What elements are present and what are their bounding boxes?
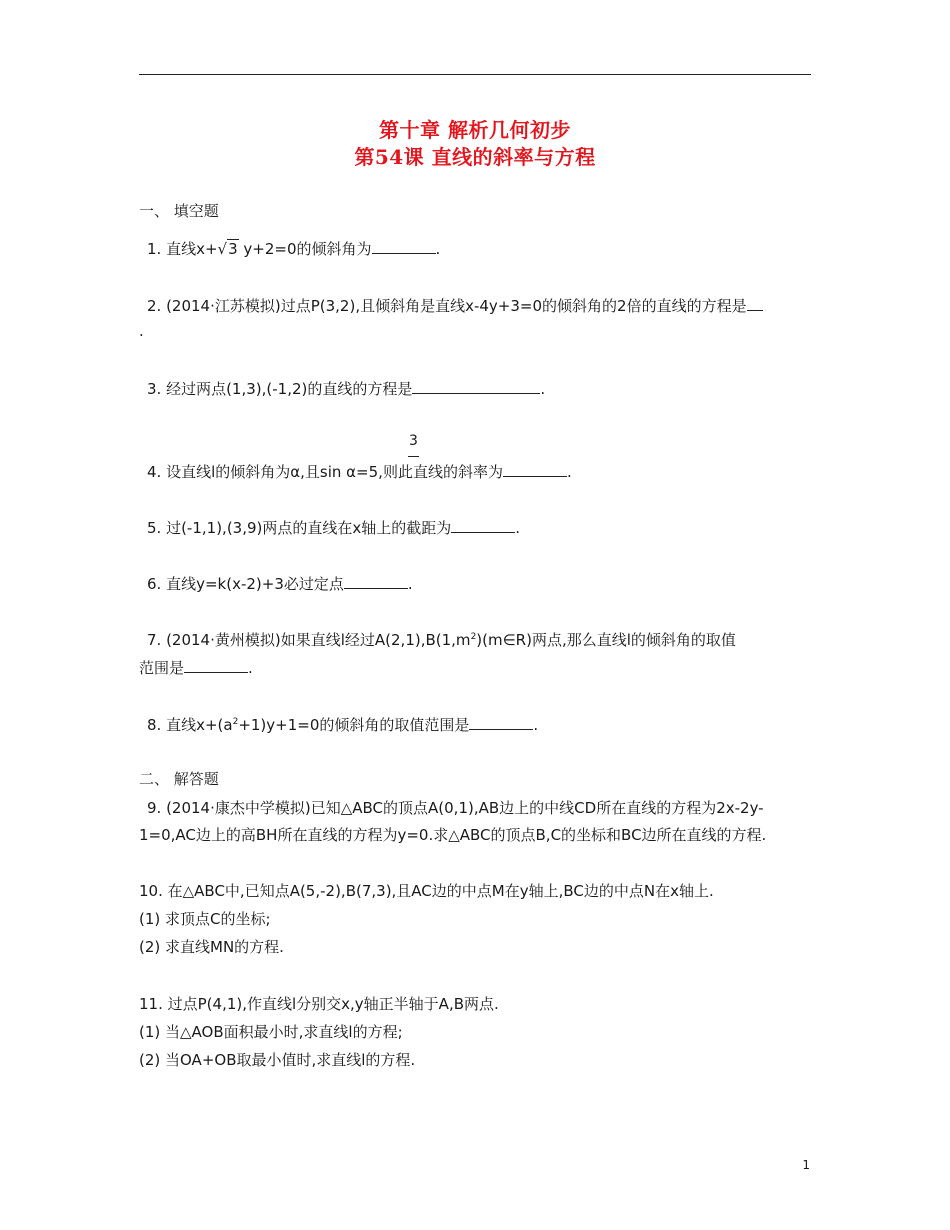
q4-fraction-numerator: 3 (409, 433, 418, 449)
question-10: 10. 在△ABC中,已知点A(5,-2),B(7,3),且AC边的中点M在y轴上,BC边的中点N在x轴上. (139, 882, 714, 900)
q10-part1: (1) 求顶点C的坐标; (139, 910, 271, 928)
q3-end: . (540, 380, 546, 398)
q9-line2: 1=0,AC边上的高BH所在直线的方程为y=0.求△ABC的顶点B,C的坐标和BC边所在直线的方程. (139, 826, 767, 844)
q8-text-b: +1)y+1=0的倾斜角的取值范围是 (238, 716, 470, 734)
q11-part1: (1) 当△AOB面积最小时,求直线l的方程; (139, 1023, 403, 1041)
q7-text-a: 7. (2014·黄州模拟)如果直线l经过A(2,1),B(1,m (147, 631, 471, 649)
q4-end: . (566, 463, 572, 481)
q2-line2: . (139, 322, 144, 340)
q8-end: . (533, 716, 539, 734)
q1-text-a: 1. 直线x+ (147, 240, 218, 258)
q11-part2: (2) 当OA+OB取最小值时,求直线l的方程. (139, 1051, 416, 1069)
question-2 (147, 295, 763, 316)
q8-text-a: 8. 直线x+(a (147, 716, 233, 734)
q7-text-b: )(m∈R)两点,那么直线l的倾斜角的取值 (476, 631, 736, 649)
question-7 (147, 629, 736, 650)
question-8 (147, 714, 538, 735)
section-answer: 二、 解答题 (139, 770, 219, 788)
question-5 (147, 517, 520, 538)
question-1 (147, 238, 440, 259)
q1-end: . (435, 240, 441, 258)
q8-superscript: 2 (232, 717, 239, 727)
answer-blank[interactable] (451, 518, 515, 533)
q4-text-b: ,则此直线的斜率为 (378, 463, 503, 481)
answer-blank[interactable] (344, 574, 408, 589)
q4-text-a: 4. 设直线l的倾斜角为α,且sin α= (147, 463, 369, 481)
question-6 (147, 573, 413, 594)
q7-superscript: 2 (470, 632, 477, 642)
q5-text: 5. 过(-1,1),(3,9)两点的直线在x轴上的截距为 (147, 519, 452, 537)
question-4 (147, 461, 572, 482)
q7-line2 (139, 657, 253, 678)
q4-fraction-bar (408, 456, 419, 457)
q3-text: 3. 经过两点(1,3),(-1,2)的直线的方程是 (147, 380, 413, 398)
header-rule (139, 74, 811, 75)
answer-blank[interactable] (184, 658, 248, 673)
lesson-title: 第54课 直线的斜率与方程 (354, 145, 596, 169)
q6-text: 6. 直线y=k(x-2)+3必过定点 (147, 575, 344, 593)
q1-sqrt-radicand: 3 (228, 240, 238, 258)
section-fill-in: 一、 填空题 (139, 202, 219, 220)
answer-blank[interactable] (503, 462, 567, 477)
question-3 (147, 378, 545, 399)
q10-part2: (2) 求直线MN的方程. (139, 938, 284, 956)
q7-line2-text: 范围是 (139, 659, 185, 677)
q2-text: 2. (2014·江苏模拟)过点P(3,2),且倾斜角是直线x-4y+3=0的倾斜角的2倍的直线的方程是 (147, 297, 747, 315)
answer-blank[interactable] (372, 239, 436, 254)
q6-end: . (407, 575, 413, 593)
q4-fraction-denominator: 5 (368, 463, 379, 481)
answer-blank[interactable] (747, 296, 763, 311)
chapter-title: 第十章 解析几何初步 (379, 118, 571, 142)
answer-blank[interactable] (412, 379, 540, 394)
sqrt-symbol: √3 (217, 240, 238, 258)
q7-end: . (248, 659, 253, 677)
q5-end: . (515, 519, 521, 537)
q1-text-b: y+2=0的倾斜角为 (243, 240, 372, 258)
question-11: 11. 过点P(4,1),作直线l分别交x,y轴正半轴于A,B两点. (139, 995, 499, 1013)
page-number: 1 (802, 1158, 810, 1172)
answer-blank[interactable] (469, 715, 533, 730)
question-9: 9. (2014·康杰中学模拟)已知△ABC的顶点A(0,1),AB边上的中线CD所在直线的方程为2x-2y- (147, 799, 764, 817)
